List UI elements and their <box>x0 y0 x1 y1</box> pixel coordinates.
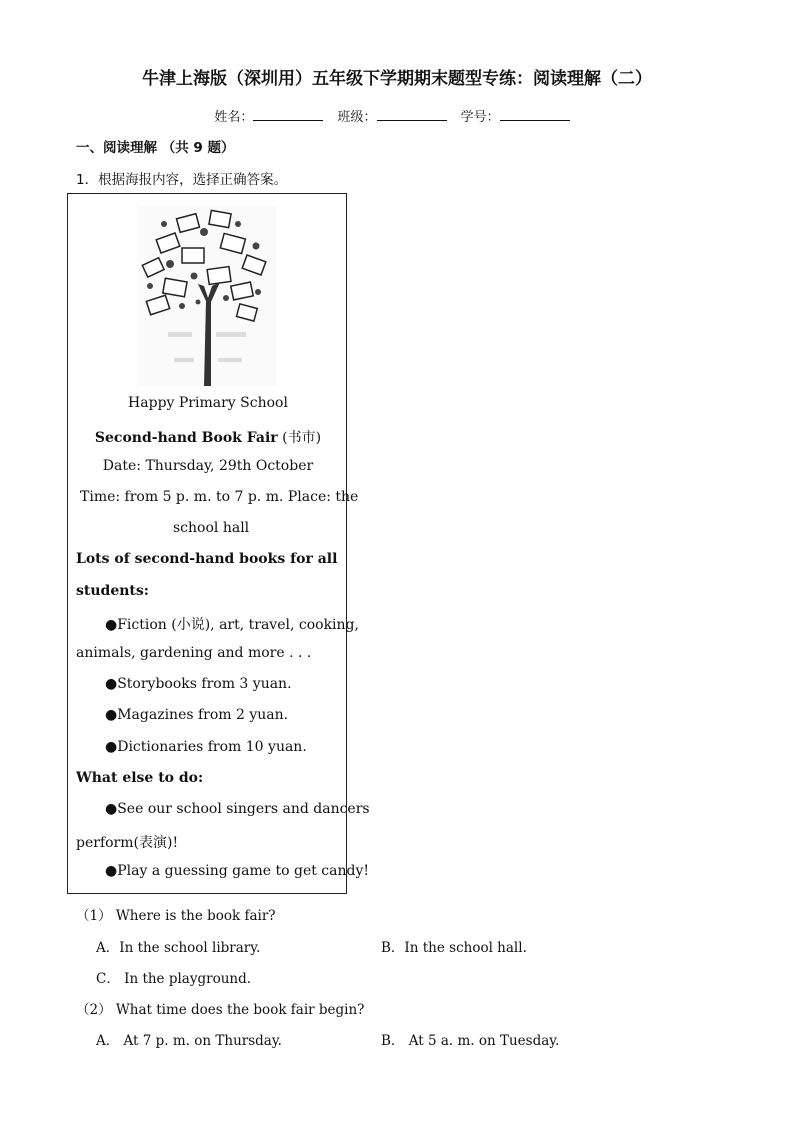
fair-title-en: Second-hand Book Fair <box>94 430 278 446</box>
question-1-instruction: 1．根据海报内容，选择正确答案。 <box>76 172 288 188</box>
name-label: 姓名： <box>214 110 254 125</box>
poster-what-else-heading: What else to do: <box>76 770 204 786</box>
option-2b[interactable]: B． At 5 a. m. on Tuesday. <box>381 1033 560 1049</box>
option-1b[interactable]: B．In the school hall. <box>381 940 527 956</box>
document-title: 牛津上海版（深圳用）五年级下学期期末题型专练：阅读理解（二） <box>142 69 652 89</box>
poster-date: Date: Thursday, 29th October <box>102 458 314 474</box>
poster-fair-title <box>68 427 348 447</box>
option-2a[interactable]: A． At 7 p. m. on Thursday. <box>96 1033 282 1049</box>
poster-bullet-fiction: ●Fiction (小说), art, travel, cooking, <box>105 617 359 633</box>
poster-school-name: Happy Primary School <box>128 395 288 411</box>
fair-title-cn: (书市) <box>282 430 322 446</box>
class-label: 班级： <box>337 110 377 125</box>
poster-lots-heading: Lots of second-hand books for all <box>76 551 338 567</box>
poster-lots-heading-cont: students: <box>76 583 149 599</box>
book-tree-illustration <box>138 206 276 386</box>
id-label: 学号： <box>460 110 500 125</box>
poster-bullet-dictionaries: ●Dictionaries from 10 yuan. <box>105 739 307 755</box>
name-blank[interactable] <box>253 108 323 121</box>
option-1c[interactable]: C． In the playground. <box>96 971 252 987</box>
poster-bullet-magazines: ●Magazines from 2 yuan. <box>105 707 289 723</box>
subquestion-2: （2） What time does the book fair begin? <box>76 1002 365 1018</box>
poster-place-cont: school hall <box>173 520 250 536</box>
poster-bullet-singers: ●See our school singers and dancers <box>105 801 370 817</box>
subquestion-1: （1） Where is the book fair? <box>76 908 276 924</box>
option-1a[interactable]: A．In the school library. <box>96 940 261 956</box>
section-title: 一、阅读理解 （共 9 题） <box>76 140 235 156</box>
poster-time-place: Time: from 5 p. m. to 7 p. m. Place: the <box>80 489 359 505</box>
book-fair-poster <box>67 193 370 894</box>
id-blank[interactable] <box>500 108 570 121</box>
poster-bullet-game: ●Play a guessing game to get candy! <box>105 863 370 879</box>
student-info-line <box>0 106 794 125</box>
class-blank[interactable] <box>377 108 447 121</box>
poster-bullet-storybooks: ●Storybooks from 3 yuan. <box>105 676 292 692</box>
poster-bullet-singers-cont: perform(表演)! <box>76 835 179 851</box>
poster-bullet-fiction-cont: animals, gardening and more . . . <box>76 645 312 661</box>
